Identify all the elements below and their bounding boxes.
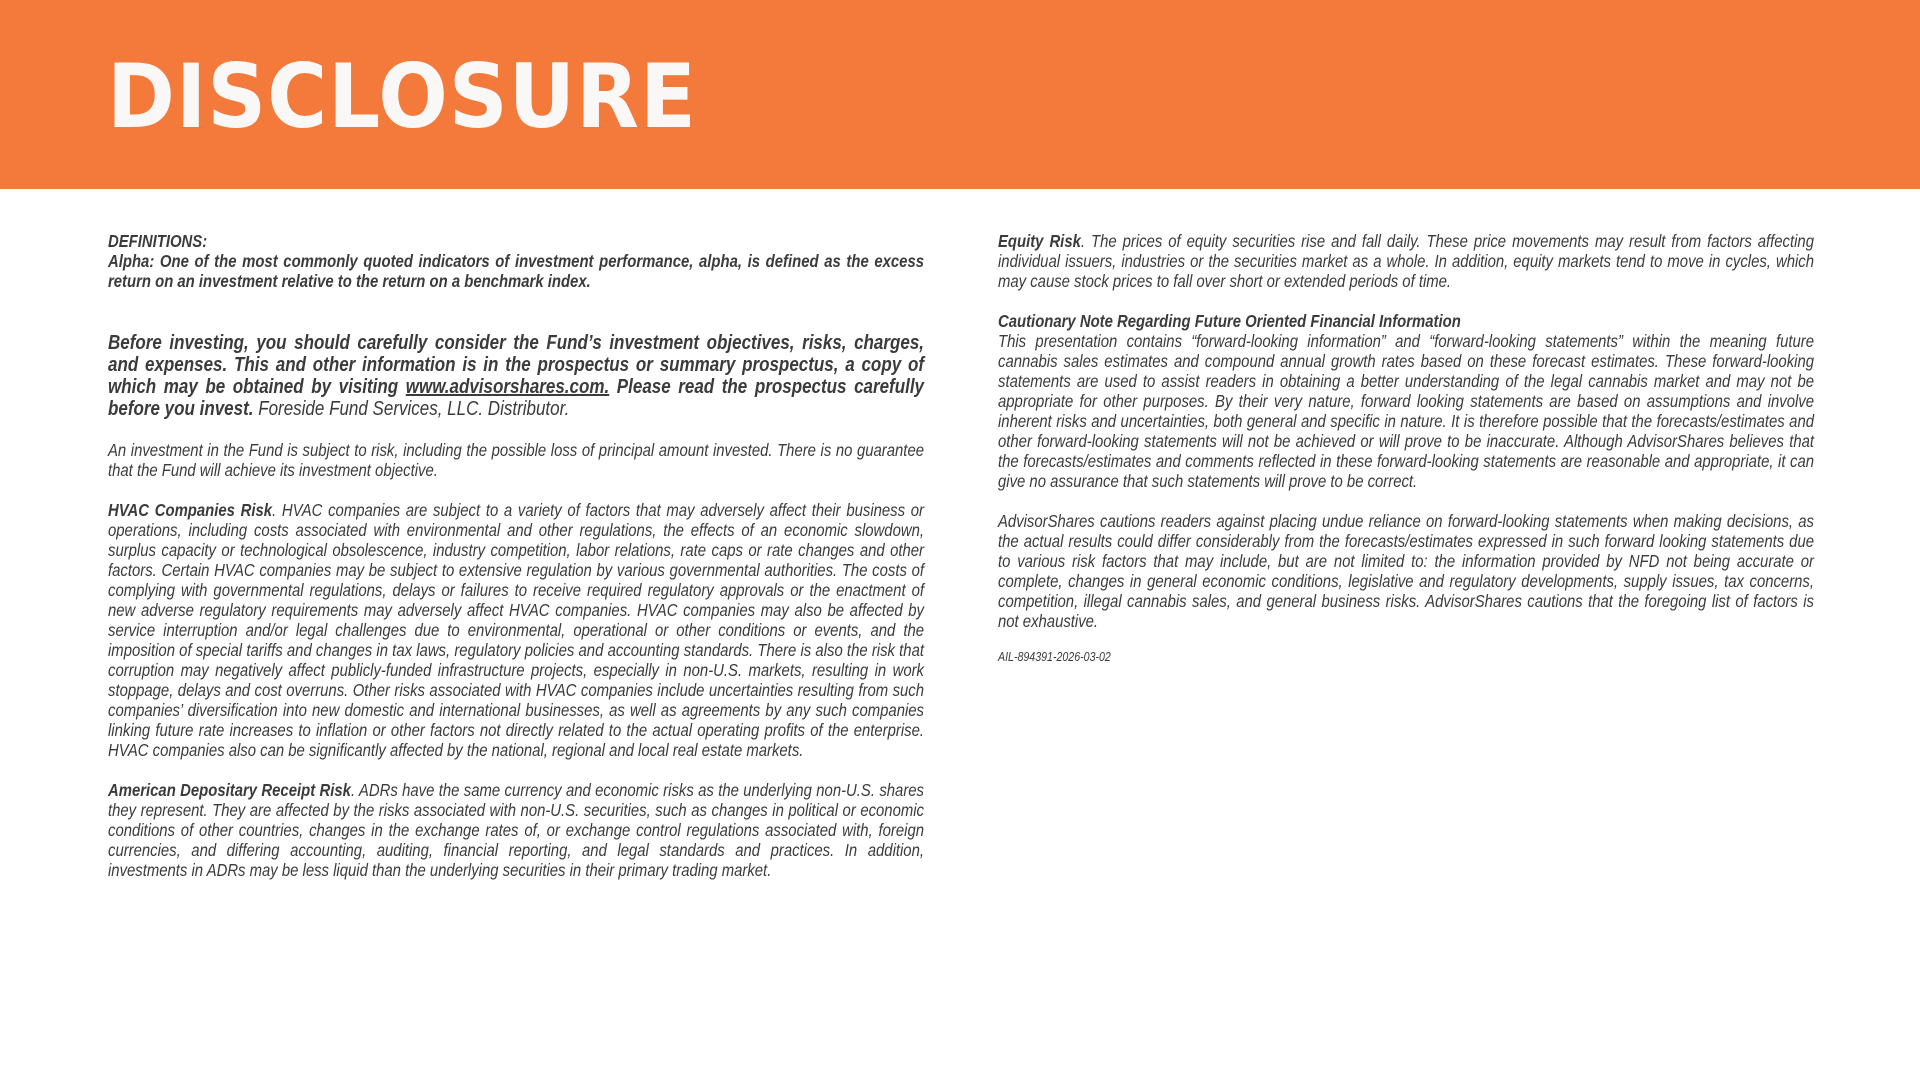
reference-code: AIL-894391-2026-03-02 (998, 650, 1111, 664)
prospectus-notice (108, 332, 924, 420)
alpha-definition: Alpha: One of the most commonly quoted indicators of investment performance, alpha, is defined as the excess return on an investment relative to the return on a benchmark index. (108, 251, 924, 291)
disclosure-banner (0, 0, 1920, 189)
distributor-text: Foreside Fund Services, LLC. Distributor. (253, 398, 570, 420)
hvac-risk-body: . HVAC companies are subject to a variety of factors that may adversely affect their business or operations, including costs associated with environmental and other regulations, the effects of an economic slowdown, surplus capacity or technological obsolescence, industry competition, labor relations, rate caps or rate changes and other factors. Certain HVAC companies may be subject to extensive regulation by various governmental authorities. The costs of complying with governmental regulations, delays or failures to receive required regulatory approvals or the enactment of new adverse regulatory requirements may adversely affect HVAC companies. HVAC companies may also be affected by service interruption and/or legal challenges due to environmental, operational or other conditions or events, and the imposition of special tariffs and changes in tax laws, regulatory policies and accounting standards. There is also the risk that corruption may negatively affect publicly-funded infrastructure projects, especially in non-U.S. markets, resulting in work stoppage, delays and cost overruns. Other risks associated with HVAC companies include uncertainties resulting from such companies’ diversification into new domestic and international businesses, as well as agreements by any such companies linking future rate increases to inflation or other factors not directly related to the actual operating profits of the enterprise. HVAC companies also can be significantly affected by the national, regional and local real estate markets. (108, 500, 924, 760)
page-title: DISCLOSURE (107, 45, 697, 148)
advisorshares-link[interactable]: www.advisorshares.com. (405, 376, 610, 398)
definitions-heading: DEFINITIONS: (108, 231, 208, 251)
adr-risk-body: . ADRs have the same currency and economic risks as the underlying non-U.S. shares they represent. They are affected by the risks associated with non-U.S. securities, such as changes in political or economic conditions of other countries, changes in the exchange rates of, or exchange control regulations associated with, foreign currencies, and differing accounting, auditing, financial reporting, and legal standards and practices. In addition, investments in ADRs may be less liquid than the underlying securities in their primary trading market. (108, 780, 924, 880)
read-prospectus-text: Please read the prospectus carefully before you invest. (108, 376, 924, 420)
cautionary-note-section (998, 311, 1814, 491)
risk-statement: An investment in the Fund is subject to risk, including the possible loss of principal amount invested. There is no guarantee that the Fund will achieve its investment objective. (108, 440, 924, 480)
equity-risk-title: Equity Risk (998, 231, 1081, 251)
adr-risk-paragraph (108, 780, 924, 880)
right-column (998, 231, 1814, 665)
cautionary-note-title: Cautionary Note Regarding Future Oriented Financial Information (998, 311, 1461, 331)
adr-risk-title: American Depositary Receipt Risk (108, 780, 351, 800)
cautions-paragraph: AdvisorShares cautions readers against placing undue reliance on forward-looking statements when making decisions, as the actual results could differ considerably from the forecasts/estimates expressed in such forward looking statements due to various risk factors that may include, but are not limited to: the information provided by NFD not being accurate or complete, changes in general economic conditions, legislative and regulatory developments, supply issues, tax concerns, competition, illegal cannabis sales, and general business risks. AdvisorShares cautions that the foregoing list of factors is not exhaustive. (998, 511, 1814, 631)
equity-risk-paragraph (998, 231, 1814, 291)
prospectus-notice-text: Before investing, you should carefully consider the Fund’s investment objectives, risks, charges, and expenses. This and other information is in the prospectus or summary prospectus, a copy of which may be obtained by visiting (108, 332, 924, 398)
hvac-risk-paragraph (108, 500, 924, 760)
hvac-risk-title: HVAC Companies Risk (108, 500, 273, 520)
definitions-section (108, 231, 924, 291)
cautionary-note-body: This presentation contains “forward-looking information” and “forward-looking statements” within the meaning future cannabis sales estimates and compound annual growth rates based on these forecast estimates. These forward-looking statements are used to assist readers in obtaining a better understanding of the legal cannabis market and may not be appropriate for other purposes. By their very nature, forward looking statements are based on assumptions and involve inherent risks and uncertainties, both general and specific in nature. It is therefore possible that the forecasts/estimates and other forward-looking statements will not be achieved or will prove to be inaccurate. Although AdvisorShares believes that the forecasts/estimates and comments reflected in these forward-looking statements are reasonable and appropriate, it can give no assurance that such statements will prove to be correct. (998, 331, 1814, 491)
left-column (108, 231, 924, 880)
equity-risk-body: . The prices of equity securities rise and fall daily. These price movements may result from factors affecting individual issuers, industries or the securities market as a whole. In addition, equity markets tend to move in cycles, which may cause stock prices to fall over short or extended periods of time. (998, 231, 1814, 291)
